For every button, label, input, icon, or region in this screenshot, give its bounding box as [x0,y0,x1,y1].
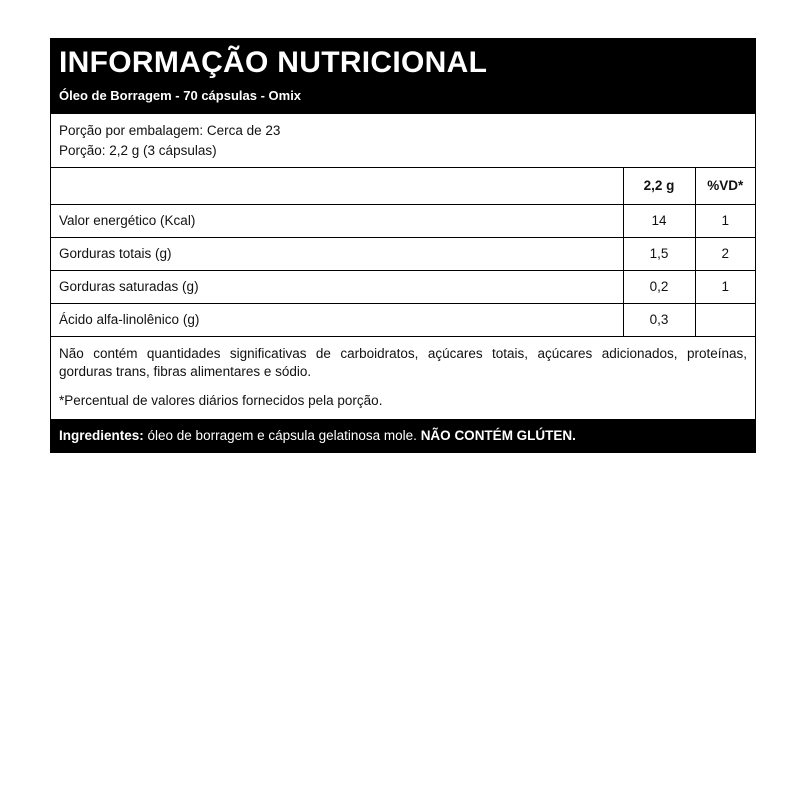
product-subtitle: Óleo de Borragem - 70 cápsulas - Omix [59,88,302,103]
nutrient-vd [695,303,755,336]
panel-header [51,39,755,114]
not-significant-note: Não contém quantidades significativas de carboidratos, açúcares totais, açúcares adicionados, proteínas, gorduras trans, fibras alimentares e sódio. [59,345,747,379]
table-row [51,204,755,237]
column-header-vd: %VD* [695,168,755,204]
portion-size: Porção: 2,2 g (3 cápsulas) [59,143,217,158]
table-row [51,237,755,270]
nutrient-name: Ácido alfa-linolênico (g) [51,303,623,336]
nutrient-amount: 0,2 [623,270,695,303]
daily-value-footnote: *Percentual de valores diários fornecidos pela porção. [59,392,383,408]
table-row [51,270,755,303]
nutrient-vd: 2 [695,237,755,270]
ingredients-bar [51,419,755,452]
nutrient-amount: 1,5 [623,237,695,270]
gluten-warning: NÃO CONTÉM GLÚTEN. [420,427,576,443]
nutrient-amount: 14 [623,204,695,237]
nutrient-vd: 1 [695,270,755,303]
ingredients-label: Ingredientes: [59,427,144,443]
nutrient-name: Valor energético (Kcal) [51,204,623,237]
nutrient-amount: 0,3 [623,303,695,336]
nutrition-table [51,168,755,337]
column-header-nutrient [51,168,623,204]
serving-info [51,114,755,168]
table-row [51,303,755,336]
ingredients-text: óleo de borragem e cápsula gelatinosa mole. [143,427,421,443]
table-header-row [51,168,755,204]
servings-per-package: Porção por embalagem: Cerca de 23 [59,123,281,138]
nutrient-vd: 1 [695,204,755,237]
column-header-amount: 2,2 g [623,168,695,204]
panel-title: INFORMAÇÃO NUTRICIONAL [59,46,488,79]
nutrient-name: Gorduras saturadas (g) [51,270,623,303]
nutrient-name: Gorduras totais (g) [51,237,623,270]
nutrition-facts-panel [50,38,756,453]
